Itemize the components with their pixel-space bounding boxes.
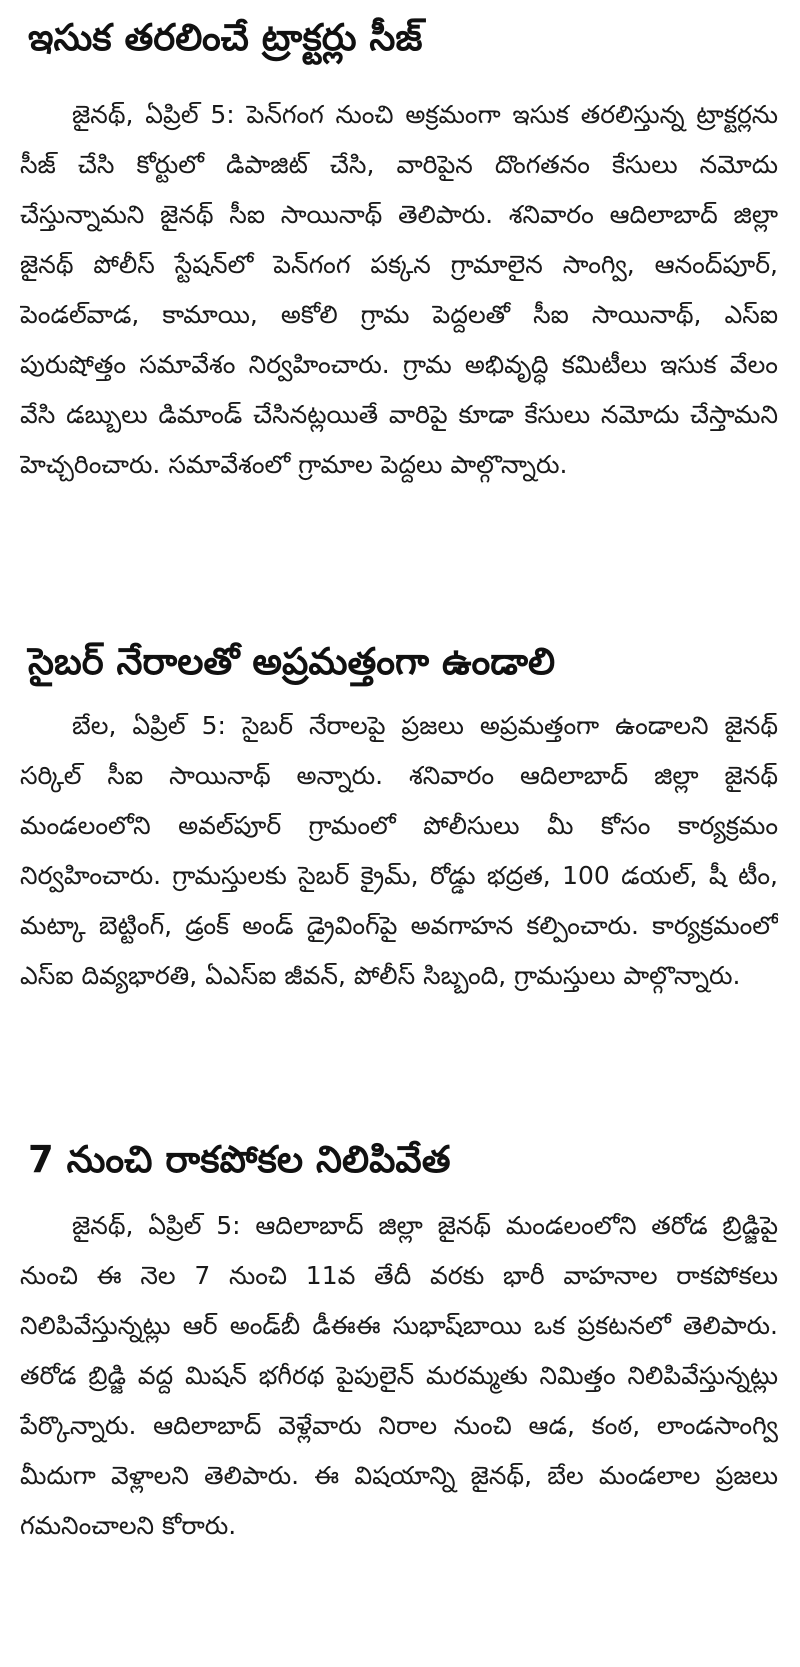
article-sand-tractors-seized: [20, 6, 778, 631]
headline: సైబర్ నేరాలతో అప్రమత్తంగా ఉండాలి: [28, 640, 556, 683]
article-body: బేల, ఏప్రిల్ 5: సైబర్ నేరాలపై ప్రజలు అప్రమత్తంగా ఉండాలని జైనథ్ సర్కిల్ సీఐ సాయినాథ్ అన్నారు. శనివారం ఆదిలాబాద్ జిల్లా జైనథ్ మండలంలోని అవల్‌పూర్ గ్రామంలో పోలీసులు మీ కోసం కార్యక్రమం నిర్వహించారు. గ్రామస్తులకు సైబర్ క్రైమ్, రోడ్డు భద్రత, 100 డయల్, షీ టీం, మట్కా బెట్టింగ్, డ్రంక్ అండ్ డ్రైవింగ్‌పై అవగాహన కల్పించారు. కార్యక్రమంలో ఎస్ఐ దివ్యభారతి, ఏఎస్ఐ జీవన్, పోలీస్ సిబ్బంది, గ్రామస్తులు పాల్గొన్నారు.: [20, 711, 778, 990]
article-body: జైనథ్, ఏప్రిల్ 5: పెన్‌గంగ నుంచి అక్రమంగా ఇసుక తరలిస్తున్న ట్రాక్టర్లను సీజ్ చేసి కోర్టులో డిపాజిట్ చేసి, వారిపైన దొంగతనం కేసులు నమోదు చేస్తున్నామని జైనథ్ సీఐ సాయినాథ్ తెలిపారు. శనివారం ఆదిలాబాద్ జిల్లా జైనథ్ పోలీస్ స్టేషన్‌లో పెన్‌గంగ పక్కన గ్రామాలైన సాంగ్వి, ఆనంద్‌పూర్, పెండల్‌వాడ, కామాయి, అకోలి గ్రామ పెద్దలతో సీఐ సాయినాథ్, ఎస్ఐ పురుషోత్తం సమావేశం నిర్వహించారు. గ్రామ అభివృద్ధి కమిటీలు ఇసుక వేలం వేసి డబ్బులు డిమాండ్ చేసినట్లయితే వారిపై కూడా కేసులు నమోదు చేస్తామని హెచ్చరించారు. సమావేశంలో గ్రామాల పెద్దలు పాల్గొన్నారు.: [20, 100, 778, 479]
headline: ఇసుక తరలించే ట్రాక్టర్లు సీజ్: [28, 16, 423, 59]
article-cyber-crime-alert: [20, 631, 778, 1129]
article-traffic-suspension: [20, 1129, 778, 1665]
article-body: జైనథ్, ఏప్రిల్ 5: ఆదిలాబాద్ జిల్లా జైనథ్ మండలంలోని తరోడ బ్రిడ్జిపై నుంచి ఈ నెల 7 నుంచి 11వ తేదీ వరకు భారీ వాహనాల రాకపోకలు నిలిపివేస్తున్నట్లు ఆర్ అండ్‌బీ డీఈఈ సుభాష్‌బాయి ఒక ప్రకటనలో తెలిపారు. తరోడ బ్రిడ్జి వద్ద మిషన్ భగీరథ పైపులైన్ మరమ్మతు నిమిత్తం నిలిపివేస్తున్నట్లు పేర్కొన్నారు. ఆదిలాబాద్ వెళ్లేవారు నిరాల నుంచి ఆడ, కంఠ, లాండసాంగ్వి మీదుగా వెళ్లాలని తెలిపారు. ఈ విషయాన్ని జైనథ్, బేల మండలాల ప్రజలు గమనించాలని కోరారు.: [20, 1211, 778, 1540]
headline: 7 నుంచి రాకపోకల నిలిపివేత: [28, 1138, 451, 1181]
